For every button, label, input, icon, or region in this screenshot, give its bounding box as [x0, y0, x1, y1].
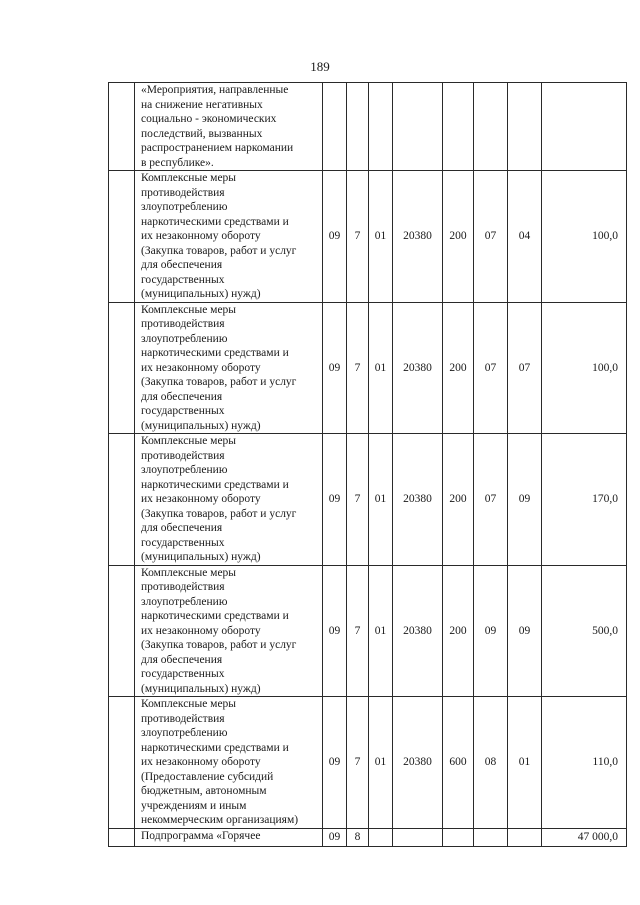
table-row — [109, 828, 627, 846]
col-expense-type — [443, 83, 474, 171]
col-expense-type: 200 — [443, 565, 474, 697]
description-line: (муниципальных) нужд) — [141, 288, 261, 300]
row-index-cell — [109, 697, 135, 829]
col-subsection — [508, 828, 542, 846]
table-row — [109, 697, 627, 829]
description-line: наркотическими средствами и — [141, 478, 289, 491]
description-line: учреждениям и иным — [141, 799, 247, 812]
description-line: (муниципальных) нужд) — [141, 551, 261, 563]
description-line: в республике». — [141, 156, 214, 169]
table-body — [109, 83, 627, 847]
col-subsection: 01 — [508, 697, 542, 829]
col-ministry: 09 — [323, 302, 347, 434]
col-direction: 20380 — [393, 302, 443, 434]
description-line: «Мероприятия, направленные — [141, 84, 289, 96]
row-description — [135, 171, 323, 303]
col-subprogram: 01 — [369, 697, 393, 829]
page-number: 189 — [310, 59, 330, 74]
description-line: их незаконному обороту — [141, 230, 261, 242]
description-line: государственных — [141, 536, 225, 549]
description-line: наркотическими средствами и — [141, 215, 289, 228]
col-section: 07 — [474, 434, 508, 566]
description-line: злоупотреблению — [141, 464, 228, 476]
col-direction — [393, 83, 443, 171]
col-program: 7 — [347, 565, 369, 697]
row-description — [135, 302, 323, 434]
description-line: последствий, вызванных — [141, 127, 263, 140]
description-line: (Закупка товаров, работ и услуг — [141, 244, 297, 257]
description-line: для обеспечения — [141, 259, 223, 271]
col-amount — [542, 83, 627, 171]
description-line: (Предоставление субсидий — [141, 770, 274, 783]
row-description — [135, 434, 323, 566]
col-ministry: 09 — [323, 565, 347, 697]
col-section — [474, 83, 508, 171]
col-direction — [393, 828, 443, 846]
description-line: Комплексные меры — [141, 435, 237, 447]
description-line: Комплексные меры — [141, 698, 237, 710]
description-line: некоммерческим организациям) — [141, 814, 299, 826]
description-line: наркотическими средствами и — [141, 610, 289, 622]
col-program: 7 — [347, 697, 369, 829]
description-line: Комплексные меры — [141, 303, 237, 316]
col-section: 09 — [474, 565, 508, 697]
col-ministry: 09 — [323, 828, 347, 846]
description-line: социально - экономических — [141, 113, 277, 125]
col-amount: 500,0 — [542, 565, 627, 697]
table-row — [109, 565, 627, 697]
col-section: 08 — [474, 697, 508, 829]
col-amount: 100,0 — [542, 171, 627, 303]
col-direction: 20380 — [393, 171, 443, 303]
col-expense-type: 200 — [443, 302, 474, 434]
description-line: для обеспечения — [141, 522, 223, 534]
description-line: Комплексные меры — [141, 566, 237, 579]
col-program: 7 — [347, 171, 369, 303]
description-line: распространением наркомании — [141, 142, 294, 154]
description-line: (Закупка товаров, работ и услуг — [141, 376, 297, 388]
description-line: (муниципальных) нужд) — [141, 682, 261, 695]
description-line: (муниципальных) нужд) — [141, 419, 261, 432]
description-line: противодействия — [141, 581, 225, 593]
col-ministry: 09 — [323, 171, 347, 303]
col-direction: 20380 — [393, 565, 443, 697]
col-amount: 100,0 — [542, 302, 627, 434]
description-line: злоупотреблению — [141, 201, 228, 213]
description-line: (Закупка товаров, работ и услуг — [141, 639, 297, 651]
description-line: наркотическими средствами и — [141, 741, 289, 754]
description-line: государственных — [141, 273, 225, 286]
col-expense-type: 600 — [443, 697, 474, 829]
col-subsection: 09 — [508, 434, 542, 566]
col-section: 07 — [474, 171, 508, 303]
col-ministry — [323, 83, 347, 171]
row-index-cell — [109, 828, 135, 846]
description-line: злоупотреблению — [141, 595, 228, 608]
row-description — [135, 83, 323, 171]
description-line: для обеспечения — [141, 390, 223, 403]
col-subprogram — [369, 83, 393, 171]
description-line: Подпрограмма «Горячее — [141, 829, 261, 842]
description-line: противодействия — [141, 449, 225, 462]
row-index-cell — [109, 83, 135, 171]
col-amount: 110,0 — [542, 697, 627, 829]
description-line: наркотическими средствами и — [141, 347, 289, 359]
table-row — [109, 302, 627, 434]
description-line: бюджетным, автономным — [141, 785, 267, 797]
col-direction: 20380 — [393, 697, 443, 829]
col-program: 7 — [347, 434, 369, 566]
col-expense-type: 200 — [443, 434, 474, 566]
description-line: злоупотреблению — [141, 727, 228, 739]
description-line: их незаконному обороту — [141, 756, 261, 768]
col-expense-type: 200 — [443, 171, 474, 303]
description-line: противодействия — [141, 712, 225, 725]
col-subprogram: 01 — [369, 171, 393, 303]
description-line: на снижение негативных — [141, 98, 263, 111]
description-line: их незаконному обороту — [141, 361, 261, 374]
col-program: 8 — [347, 828, 369, 846]
row-description — [135, 828, 323, 846]
description-line: Комплексные меры — [141, 172, 237, 184]
row-description — [135, 565, 323, 697]
col-amount: 47 000,0 — [542, 828, 627, 846]
col-subprogram: 01 — [369, 434, 393, 566]
description-line: их незаконному обороту — [141, 624, 261, 637]
row-description — [135, 697, 323, 829]
col-amount: 170,0 — [542, 434, 627, 566]
description-line: (Закупка товаров, работ и услуг — [141, 507, 297, 520]
col-direction: 20380 — [393, 434, 443, 566]
table-row — [109, 83, 627, 171]
col-subprogram: 01 — [369, 302, 393, 434]
col-program: 7 — [347, 302, 369, 434]
row-index-cell — [109, 565, 135, 697]
col-subprogram: 01 — [369, 565, 393, 697]
col-subsection: 04 — [508, 171, 542, 303]
col-ministry: 09 — [323, 434, 347, 566]
col-section: 07 — [474, 302, 508, 434]
table-row — [109, 171, 627, 303]
description-line: государственных — [141, 405, 225, 417]
col-subprogram — [369, 828, 393, 846]
col-ministry: 09 — [323, 697, 347, 829]
description-line: злоупотреблению — [141, 332, 228, 345]
col-subsection: 09 — [508, 565, 542, 697]
budget-table — [108, 82, 627, 847]
col-subsection — [508, 83, 542, 171]
col-program — [347, 83, 369, 171]
row-index-cell — [109, 171, 135, 303]
description-line: противодействия — [141, 318, 225, 330]
row-index-cell — [109, 434, 135, 566]
description-line: противодействия — [141, 186, 225, 199]
row-index-cell — [109, 302, 135, 434]
table-row — [109, 434, 627, 566]
col-subsection: 07 — [508, 302, 542, 434]
description-line: государственных — [141, 668, 225, 680]
description-line: для обеспечения — [141, 653, 223, 666]
col-section — [474, 828, 508, 846]
col-expense-type — [443, 828, 474, 846]
description-line: их незаконному обороту — [141, 493, 261, 505]
